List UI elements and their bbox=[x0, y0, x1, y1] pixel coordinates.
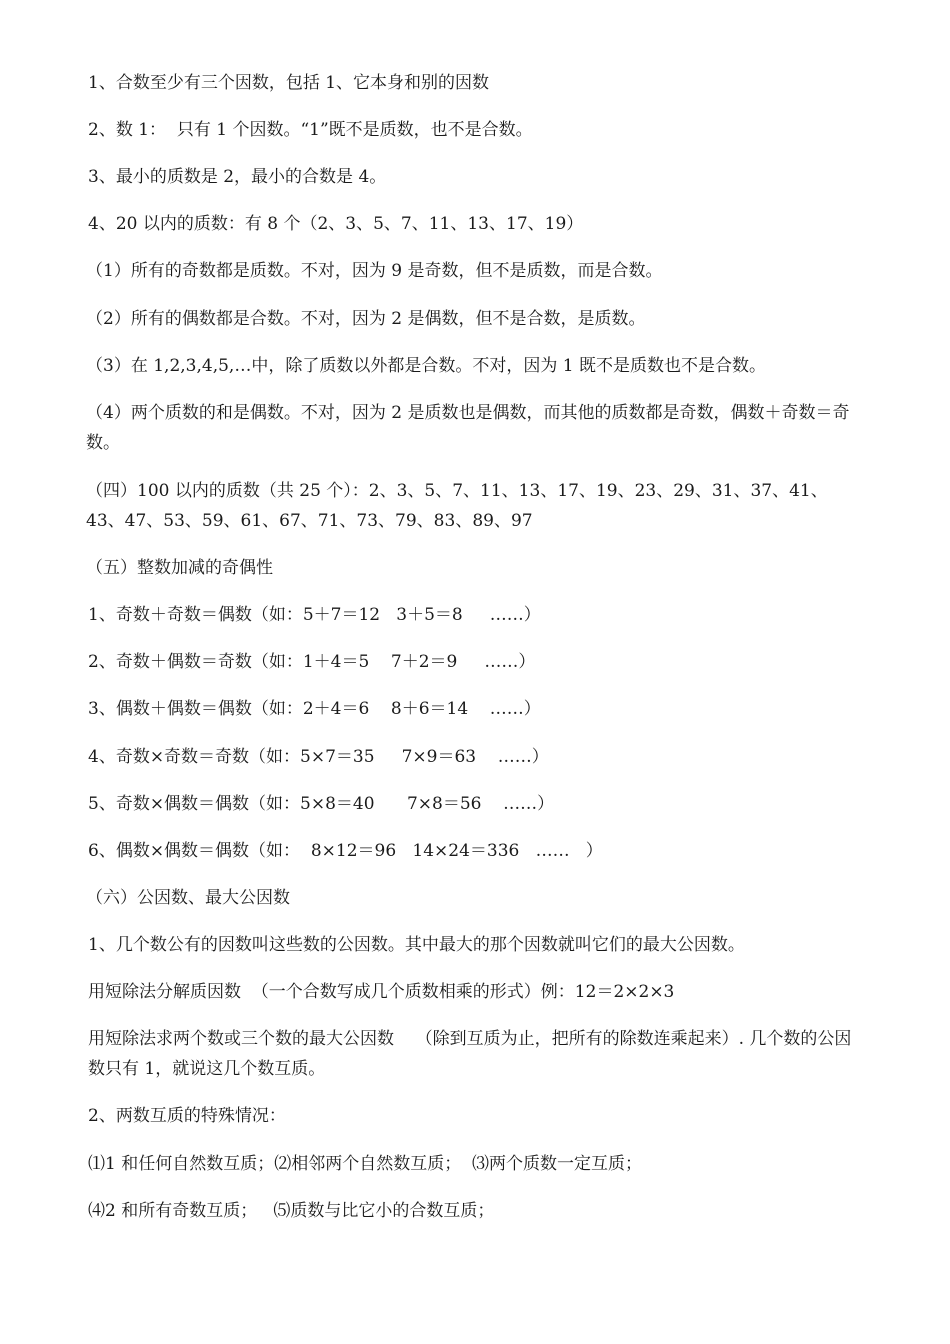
line-parity-1: 1、奇数＋奇数＝偶数（如：5＋7＝12 3＋5＝8 ……） bbox=[88, 605, 541, 625]
line-smallest-prime-composite: 3、最小的质数是 2，最小的合数是 4。 bbox=[88, 167, 387, 187]
line-coprime-cases-1-3: ⑴1 和任何自然数互质；⑵相邻两个自然数互质； ⑶两个质数一定互质； bbox=[88, 1154, 643, 1174]
line-number-one: 2、数 1： 只有 1 个因数。“1”既不是质数，也不是合数。 bbox=[88, 120, 533, 140]
section-heading-parity: （五）整数加减的奇偶性 bbox=[86, 558, 273, 578]
line-primes-under-100: （四）100 以内的质数（共 25 个）：2、3、5、7、11、13、17、19、23、29、31、37、41、43、47、53、59、61、67、71、73、79、83、89、97 bbox=[86, 481, 828, 531]
line-parity-3: 3、偶数＋偶数＝偶数（如：2＋4＝6 8＋6＝14 ……） bbox=[88, 699, 541, 719]
line-parity-2: 2、奇数＋偶数＝奇数（如：1＋4＝5 7＋2＝9 ……） bbox=[88, 652, 536, 672]
line-statement-2: （2）所有的偶数都是合数。不对，因为 2 是偶数，但不是合数，是质数。 bbox=[86, 309, 646, 329]
line-prime-factorization: 用短除法分解质因数 （一个合数写成几个质数相乘的形式）例：12＝2×2×3 bbox=[88, 982, 675, 1002]
line-coprime-cases-4-5: ⑷2 和所有奇数互质； ⑸质数与比它小的合数互质； bbox=[88, 1201, 495, 1221]
line-composite-definition: 1、合数至少有三个因数，包括 1、它本身和别的因数 bbox=[88, 73, 490, 93]
line-common-factor-definition: 1、几个数公有的因数叫这些数的公因数。其中最大的那个因数就叫它们的最大公因数。 bbox=[88, 935, 745, 955]
section-heading-common-factors: （六）公因数、最大公因数 bbox=[86, 888, 290, 908]
line-parity-6: 6、偶数×偶数＝偶数（如： 8×12＝96 14×24＝336 …… ） bbox=[88, 841, 603, 861]
line-primes-under-20: 4、20 以内的质数：有 8 个（2、3、5、7、11、13、17、19） bbox=[88, 214, 584, 234]
line-parity-5: 5、奇数×偶数＝偶数（如：5×8＝40 7×8＝56 ……） bbox=[88, 794, 555, 814]
line-parity-4: 4、奇数×奇数＝奇数（如：5×7＝35 7×9＝63 ……） bbox=[88, 747, 549, 767]
line-statement-1: （1）所有的奇数都是质数。不对，因为 9 是奇数，但不是质数，而是合数。 bbox=[86, 261, 663, 281]
line-gcd-short-division: 用短除法求两个数或三个数的最大公因数 （除到互质为止，把所有的除数连乘起来）. 几个数的公因数只有 1，就说这几个数互质。 bbox=[88, 1029, 852, 1079]
line-statement-3: （3）在 1,2,3,4,5,…中，除了质数以外都是合数。不对，因为 1 既不是质数也不是合数。 bbox=[86, 356, 766, 376]
line-coprime-special-cases: 2、两数互质的特殊情况： bbox=[88, 1106, 286, 1126]
line-statement-4: （4）两个质数的和是偶数。不对，因为 2 是质数也是偶数，而其他的质数都是奇数，偶数＋奇数＝奇数。 bbox=[86, 403, 850, 453]
